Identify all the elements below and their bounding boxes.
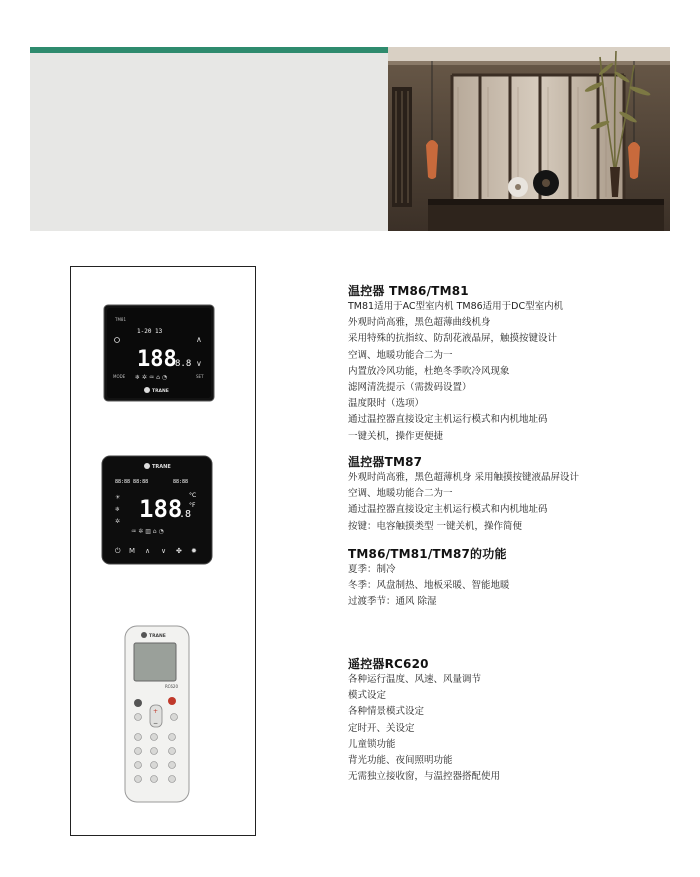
- section-title: 遥控器RC620: [348, 657, 429, 671]
- interior-photo-icon: [388, 47, 670, 231]
- trane-logo: [141, 632, 147, 638]
- spec-line: 过渡季节：通风 除湿: [348, 596, 437, 608]
- tm86-top-text: TM81: [115, 317, 126, 322]
- down-arrow-icon: ∨: [196, 359, 202, 368]
- section-title: 温控器TM87: [348, 455, 423, 469]
- tm87-temperature: 188: [139, 495, 183, 523]
- tm87-thermostat: [101, 455, 213, 565]
- section-tm87: [348, 454, 579, 535]
- spec-line: 外观时尚高雅，黑色超薄曲线机身: [348, 317, 491, 329]
- rc620-brand: TRANE: [149, 634, 166, 639]
- tm86-decimal: 8.8: [175, 359, 192, 369]
- tm86-mode-label: MODE: [113, 374, 126, 379]
- trane-logo: [144, 387, 150, 393]
- power-icon: [168, 697, 176, 705]
- rc620-lcd: [134, 643, 176, 681]
- spec-line: 无需独立接收窗，与温控器搭配使用: [348, 771, 501, 783]
- spec-line: 儿童锁功能: [348, 738, 396, 750]
- spec-line: 各种运行温度、风速、风量调节: [348, 674, 482, 685]
- mode-icon: M: [129, 547, 136, 555]
- svg-text:−: −: [153, 720, 159, 727]
- down-arrow-icon: ∨: [161, 547, 167, 555]
- spec-line: 通过温控器直接设定主机运行模式和内机地址码: [348, 414, 548, 426]
- spec-line: 温度限时（选项）: [348, 398, 425, 410]
- spec-line: 各种情景模式设定: [348, 706, 425, 718]
- svg-text:♒ ✲ ▥ ⌂ ◔: ♒ ✲ ▥ ⌂ ◔: [131, 528, 164, 535]
- interior-photo: [388, 47, 670, 231]
- svg-text:☀: ☀: [115, 494, 121, 501]
- tm86-brand: TRANE: [152, 389, 169, 394]
- up-arrow-icon: ∧: [196, 335, 202, 344]
- section-title: 温控器 TM86/TM81: [348, 284, 469, 298]
- spec-line: 定时开、关设定: [348, 722, 415, 734]
- tm87-readout-left: 88:88 88:88: [115, 479, 149, 485]
- rc620-model: RC620: [165, 684, 179, 689]
- svg-text:✲: ✲: [115, 518, 121, 525]
- up-arrow-icon: ∧: [145, 547, 151, 555]
- spec-line: 采用特殊的抗指纹、防刮花液晶屏，触摸按键设计: [348, 333, 558, 345]
- spec-line: 冬季：风盘制热、地板采暖、智能地暖: [348, 580, 510, 592]
- power-icon: ⏻: [115, 547, 121, 555]
- spec-line: 内置放冷风功能，杜绝冬季吹冷风现象: [348, 365, 510, 377]
- svg-text:❄ ✲ ♒ ⌂ ◔: ❄ ✲ ♒ ⌂ ◔: [135, 374, 168, 381]
- gear-icon: ✹: [191, 547, 197, 555]
- spec-line: 通过温控器直接设定主机运行模式和内机地址码: [348, 504, 548, 516]
- tm86-set-label: SET: [196, 374, 204, 379]
- spec-line: 模式设定: [348, 690, 387, 702]
- header-panel: [30, 53, 388, 231]
- tm87-unit-c: °C: [189, 492, 197, 499]
- spec-line: 外观时尚高雅，黑色超薄机身 采用触摸按键液晶屏设计: [348, 472, 580, 483]
- section-rc620: [348, 656, 500, 785]
- tm87-decimal: .8: [179, 509, 192, 520]
- section-tm86-tm81: [348, 283, 563, 445]
- spec-line: TM81适用于AC型室内机 TM86适用于DC型室内机: [348, 301, 564, 312]
- spec-line: 空调、地暖功能合二为一: [348, 349, 453, 361]
- section-functions: [348, 546, 510, 611]
- svg-text:+: +: [153, 708, 159, 715]
- tm87-brand: TRANE: [152, 464, 171, 470]
- tm87-unit-f: °F: [189, 502, 196, 509]
- mode-button-icon: [134, 699, 142, 707]
- spec-line: 一键关机，操作更便捷: [348, 430, 444, 442]
- spec-line: 按键：电容触摸类型 一键关机，操作简便: [348, 520, 523, 532]
- spec-line: 滤网清洗提示（需拨码设置）: [348, 382, 472, 394]
- trane-logo: [144, 463, 150, 469]
- spec-line: 夏季：制冷: [348, 564, 396, 575]
- spec-line: 背光功能、夜间照明功能: [348, 755, 453, 767]
- spec-line: 空调、地暖功能合二为一: [348, 488, 453, 500]
- svg-text:❄: ❄: [115, 506, 121, 513]
- tm86-temperature: 188: [137, 347, 177, 372]
- tm86-clock: 1-20 13: [137, 328, 163, 335]
- rc620-remote: [124, 625, 190, 803]
- tm86-thermostat: [103, 304, 215, 402]
- fan-icon: ✤: [176, 547, 182, 555]
- tm87-readout-right: 88:88: [173, 479, 189, 485]
- section-title: TM86/TM81/TM87的功能: [348, 547, 507, 561]
